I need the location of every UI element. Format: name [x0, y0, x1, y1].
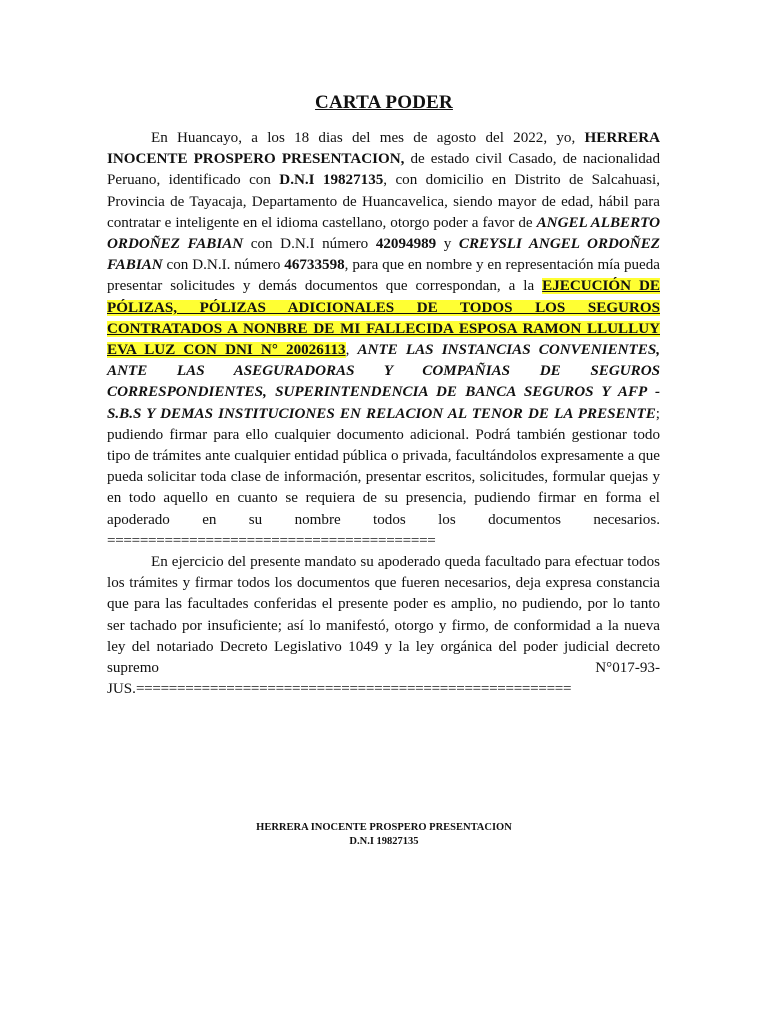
attorney-1-dni: 42094989: [375, 236, 437, 253]
attorney-2-dni: 46733598: [284, 257, 345, 274]
document-title: CARTA PODER: [315, 92, 453, 113]
separator-line-2: =====================================================: [135, 681, 572, 698]
text-dni-label-1: con D.N.I número: [243, 236, 376, 253]
institutions-clause: ANTE LAS INSTANCIAS CONVENIENTES, ANTE LAS ASEGURADORAS Y COMPAÑIAS DE SEGUROS CORRESPONDIENTES, SUPERINTENDENCIA DE BANCA SEGUROS Y AFP - S.B.S Y DEMAS INSTITUCIONES EN RELACION AL TENOR DE LA PRESENTE: [107, 342, 660, 422]
text-domicile: , con domicilio en Distrito de Salcahuasi, Provincia de Tayacaja, Departamento de Huancavelica, siendo mayor de edad, hábil para contratar e inteligente en el idioma castellano, otorgo poder a favor de: [107, 172, 661, 231]
highlighted-policy-execution: EJECUCIÓN DE PÓLIZAS, PÓLIZAS ADICIONALES DE TODOS LOS SEGUROS CONTRATADOS A NONBRE DE MI FALLECIDA ESPOSA RAMON LLULLUY EVA LUZ CON DNI N° 20026113: [107, 278, 660, 359]
text-dni-label-2: con D.N.I. número: [162, 257, 285, 274]
signature-dni: D.N.I 19827135: [349, 836, 419, 847]
paragraph-mandate: [107, 552, 660, 700]
text-civil-status: de estado civil Casado, de nacionalidad Peruano, identificado con: [107, 151, 660, 189]
attorney-2-name: CREYSLI ANGEL ORDOÑEZ FABIAN: [107, 236, 660, 274]
separator-line-1: ========================================: [107, 532, 436, 549]
attorney-1-name: ANGEL ALBERTO ORDOÑEZ FABIAN: [107, 214, 660, 253]
text-conjunction: y: [436, 236, 459, 253]
grantor-dni: D.N.I 19827135: [279, 172, 384, 189]
text-representation: , para que en nombre y en representación mía pueda presentar solicitudes y demás documentos que correspondan, a la: [107, 257, 660, 295]
signature-name: HERRERA INOCENTE PROSPERO PRESENTACION: [256, 822, 512, 833]
grantor-name: HERRERA INOCENTE PROSPERO PRESENTACION,: [107, 130, 660, 168]
text-mandate: En ejercicio del presente mandato su apoderado queda facultado para efectuar todos los trámites y firmar todos los documentos que fueren necesarios, deja expresa constancia que para las facultades conferidas el presente poder es amplio, no pudiendo, por lo tanto ser tachado por insuficiente; así lo manifestó, otorgo y firmo, de conformidad a la nueva ley del notariado Decreto Legislativo 1049 y la ley orgánica del poder judicial decreto supremo N°017-93-JUS.: [107, 554, 660, 698]
text-place-date: En Huancayo, a los 18 dias del mes de agosto del 2022, yo,: [151, 130, 585, 146]
text-comma: ,: [345, 342, 358, 359]
text-additional-powers: ; pudiendo firmar para ello cualquier documento adicional. Podrá también gestionar todo tipo de trámites ante cualquier entidad pública o privada, facultándolos expresamente a que pueda solicitar toda clase de información, presentar escritos, solicitudes, formular quejas y en todo aquello en cuanto se requiera de su presencia, pudiendo firmar en forma el apoderado en su nombre todos los documentos necesarios.: [107, 405, 660, 528]
paragraph-grant-of-power: [107, 128, 660, 552]
